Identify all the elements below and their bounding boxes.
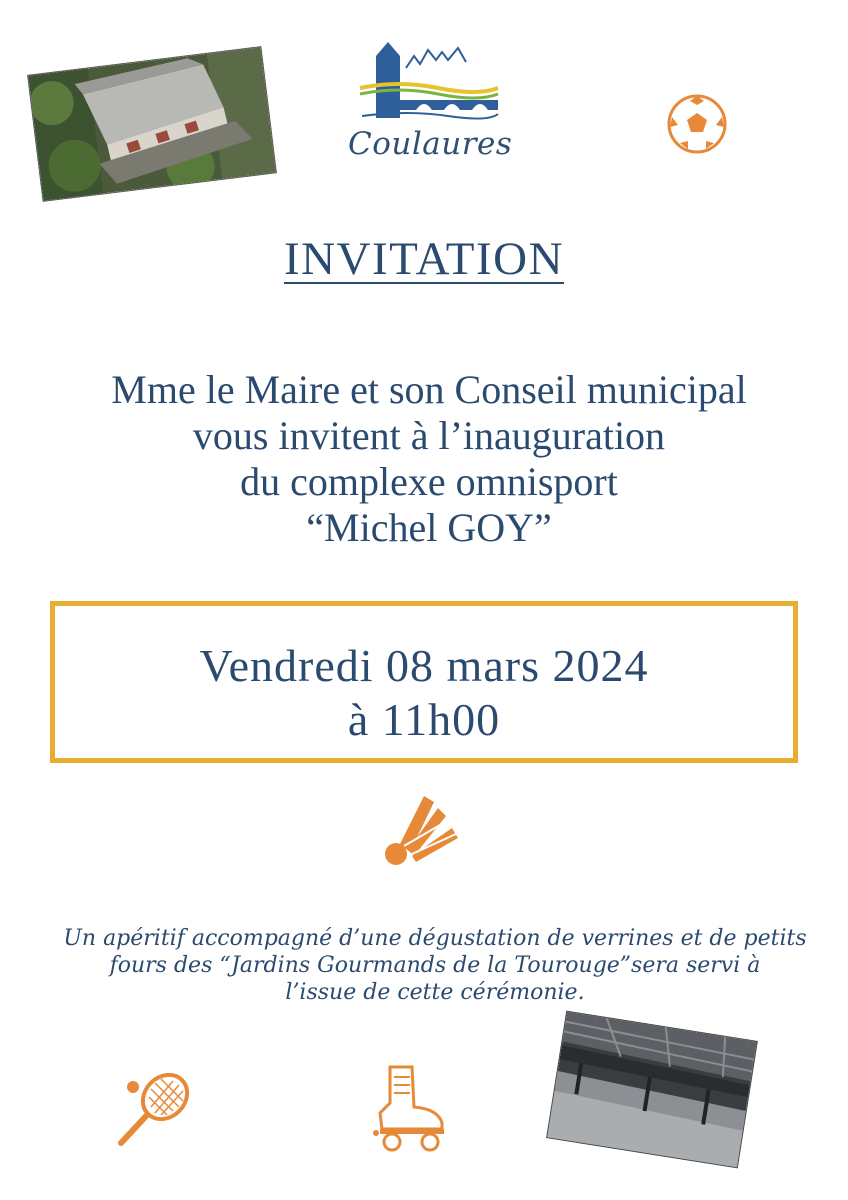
event-date: Vendredi 08 mars 2024 bbox=[199, 640, 649, 691]
intro-line-3: du complexe omnisport bbox=[240, 459, 618, 504]
event-time: à 11h00 bbox=[347, 694, 501, 745]
aperitif-line-1: Un apéritif accompagné d’une dégustation de verrines et de petits bbox=[63, 926, 807, 951]
town-logo-icon bbox=[348, 38, 508, 128]
aperitif-line-3: l’issue de cette cérémonie. bbox=[285, 980, 585, 1005]
roller-skate-icon bbox=[372, 1063, 450, 1153]
page-title bbox=[0, 232, 848, 286]
invitation-text bbox=[0, 367, 848, 551]
interior-photo-sports-hall bbox=[546, 1011, 758, 1169]
aerial-photo-sports-hall bbox=[27, 46, 277, 202]
town-name: Coulaures bbox=[348, 126, 513, 162]
tennis-racket-icon bbox=[115, 1067, 195, 1149]
intro-line-4: “Michel GOY” bbox=[306, 505, 552, 550]
title-text: INVITATION bbox=[283, 233, 565, 285]
intro-line-2: vous invitent à l’inauguration bbox=[192, 413, 666, 458]
date-box bbox=[50, 601, 798, 763]
aperitif-line-2: fours des “Jardins Gourmands de la Tourouge”sera servi à bbox=[109, 953, 761, 978]
aperitif-note bbox=[40, 925, 830, 1006]
soccer-ball-icon bbox=[666, 93, 728, 155]
town-logo bbox=[348, 38, 513, 168]
shuttlecock-icon bbox=[382, 788, 466, 870]
intro-line-1: Mme le Maire et son Conseil municipal bbox=[111, 367, 747, 412]
